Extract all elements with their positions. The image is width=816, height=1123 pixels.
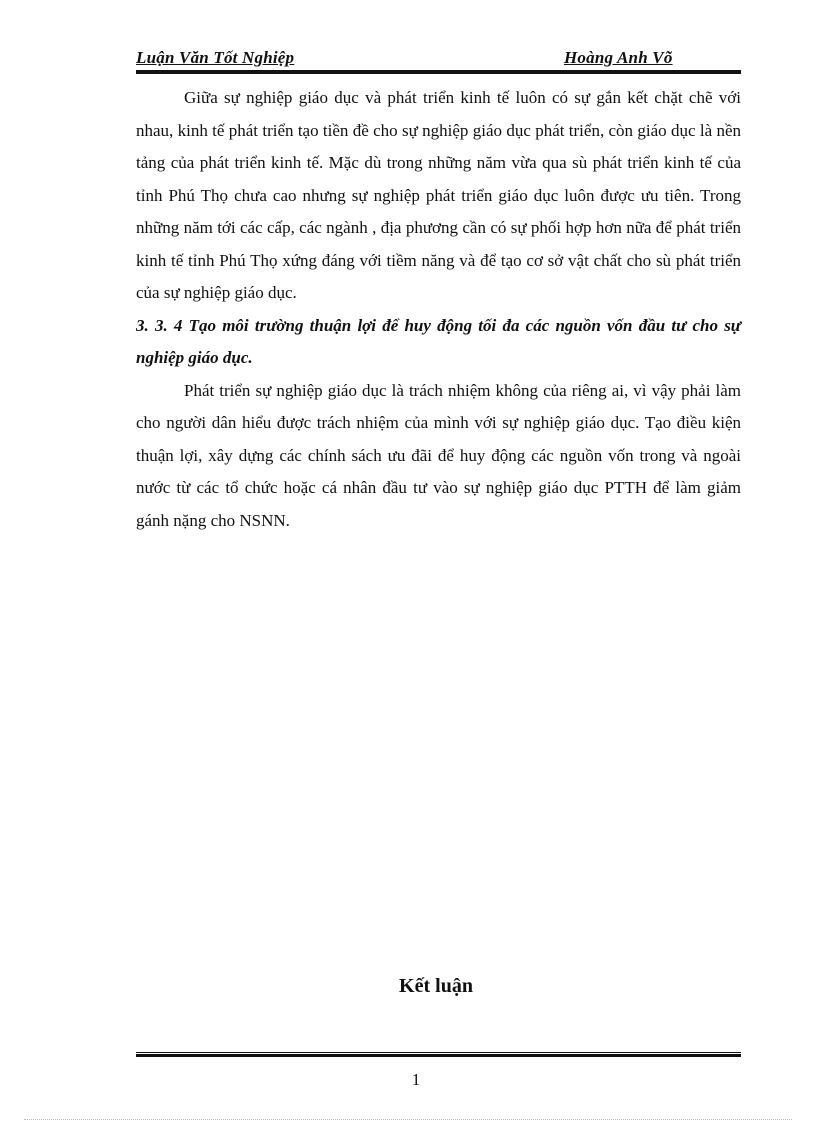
section-heading: 3. 3. 4 Tạo môi trường thuận lợi để huy động tối đa các nguồn vốn đầu tư cho sự nghiệp giáo dục. — [136, 315, 741, 367]
footer-rule — [136, 1052, 741, 1057]
page-header — [136, 48, 741, 68]
body-text — [136, 82, 741, 537]
paragraph: Giữa sự nghiệp giáo dục và phát triển kinh tế luôn có sự gắn kết chặt chẽ với nhau, kinh tế phát triển tạo tiền đề cho sự nghiệp giáo dục phát triển, còn giáo dục là nền tảng của phát triển kinh tế. Mặc dù trong những năm vừa qua sù phát triển kinh tế của tỉnh Phú Thọ chưa cao nhưng sự nghiệp phát triển giáo dục luôn được ưu tiên. Trong những năm tới các cấp, các ngành , địa phương cần có sự phối hợp hơn nữa để phát triển kinh tế tỉnh Phú Thọ xứng đáng với tiềm năng và để tạo cơ sở vật chất cho sù phát triển của sự nghiệp giáo dục. — [136, 88, 741, 302]
header-thesis-title: Luận Văn Tốt Nghiệp — [136, 48, 295, 67]
header-rule — [136, 70, 741, 74]
header-author: Hoàng Anh Võ — [564, 48, 673, 67]
page-number: 1 — [411, 1070, 421, 1089]
paragraph: Phát triển sự nghiệp giáo dục là trách nhiệm không của riêng ai, vì vậy phải làm cho người dân hiểu được trách nhiệm của mình với sự nghiệp giáo dục. Tạo điều kiện thuận lợi, xây dựng các chính sách ưu đãi để huy động các nguồn vốn trong và ngoài nước từ các tổ chức hoặc cá nhân đầu tư vào sự nghiệp giáo dục PTTH để làm giảm gánh nặng cho NSNN. — [136, 380, 741, 530]
conclusion-title: Kết luận — [399, 975, 473, 997]
page-break-marker — [24, 1119, 792, 1120]
